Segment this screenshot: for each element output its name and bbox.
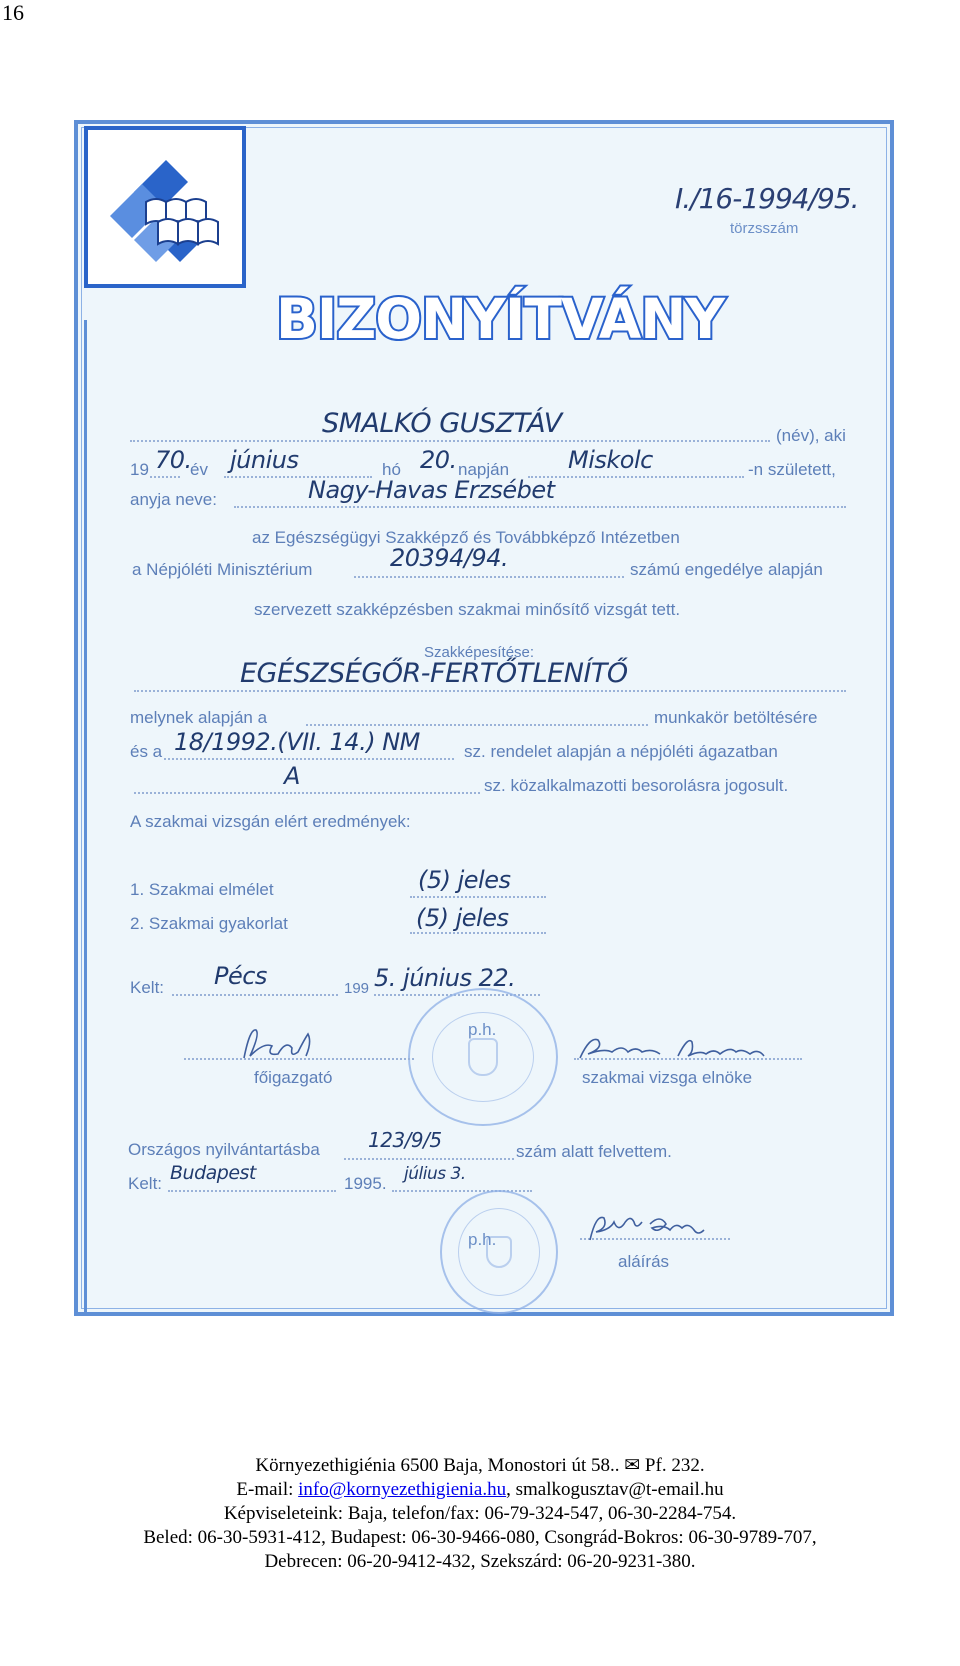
decree-suffix: sz. rendelet alapján a népjóléti ágazatban xyxy=(464,742,778,761)
mother-dots xyxy=(234,506,846,508)
issued-place-dots xyxy=(172,994,338,996)
birth-place: Miskolc xyxy=(568,446,653,474)
issued-year-prefix: 199 xyxy=(344,980,370,997)
job-prefix: melynek alapján a xyxy=(130,708,268,727)
registry-issued-label: Kelt: xyxy=(128,1174,163,1193)
decree-dots xyxy=(164,758,454,760)
registry-suffix: szám alatt felvettem. xyxy=(516,1142,672,1161)
registry-signature xyxy=(586,1210,726,1246)
registry-date: július 3. xyxy=(404,1164,466,1184)
name-dotted-line xyxy=(130,440,770,442)
serial-number: I./16-1994/95. xyxy=(675,182,859,215)
mother-name: Nagy-Havas Erzsébet xyxy=(308,476,555,504)
page-number: 16 xyxy=(2,0,24,25)
left-rule xyxy=(84,320,87,1316)
result-1-grade: (5) jeles xyxy=(418,866,511,894)
ministry-label: a Népjóléti Minisztérium xyxy=(132,560,313,579)
permit-dots xyxy=(354,576,624,578)
registry-dots xyxy=(344,1158,514,1160)
book-cross-icon xyxy=(88,130,242,284)
category-dots xyxy=(134,792,480,794)
result-1-label: 1. Szakmai elmélet xyxy=(130,880,274,899)
registry-seal-label: p.h. xyxy=(468,1230,497,1249)
footer-representations: Képviseleteink: Baja, telefon/fax: 06-79-324-547, 06-30-2284-754. xyxy=(223,1503,737,1524)
email-prefix: E-mail: xyxy=(236,1479,299,1500)
category: A xyxy=(284,762,300,790)
registry-place: Budapest xyxy=(170,1162,256,1184)
birth-year-prefix: 19 xyxy=(130,460,149,479)
result-2-label: 2. Szakmai gyakorlat xyxy=(130,914,288,933)
signature-caption: aláírás xyxy=(618,1252,670,1271)
holder-name: SMALKÓ GUSZTÁV xyxy=(322,408,562,439)
registry-stamp xyxy=(440,1190,558,1314)
category-suffix: sz. közalkalmazotti besorolásra jogosult. xyxy=(484,776,789,795)
permit-number: 20394/94. xyxy=(390,544,509,572)
name-suffix: (név), aki xyxy=(776,426,846,445)
permit-suffix: számú engedélye alapján xyxy=(630,560,823,579)
certificate-heading: BIZONYÍTVÁNY xyxy=(276,287,725,351)
registry-number: 123/9/5 xyxy=(368,1128,442,1152)
footer-phones-2: Debrecen: 06-20-9412-432, Szekszárd: 06-20-9231-380. xyxy=(264,1551,696,1572)
decree-prefix: és a xyxy=(130,742,163,761)
born-suffix: -n született, xyxy=(748,460,836,479)
institute-logo xyxy=(84,126,246,288)
result-1-dots xyxy=(410,896,546,898)
email-link[interactable]: info@kornyezethigienia.hu xyxy=(298,1479,507,1500)
result-2-grade: (5) jeles xyxy=(416,904,509,932)
year-label: év xyxy=(190,460,208,479)
issued-place: Pécs xyxy=(214,962,267,990)
qualification-label: Szakképesítése: xyxy=(424,644,535,661)
seal-label: p.h. xyxy=(468,1020,497,1039)
job-dots xyxy=(306,724,648,726)
footer-phones: Beled: 06-30-5931-412, Budapest: 06-30-9466-080, Csongrád-Bokros: 06-30-9789-707, xyxy=(143,1527,817,1548)
footer-address: Környezethigiénia 6500 Baja, Monostori út 58.. ✉ Pf. 232. xyxy=(255,1455,705,1476)
footer-email xyxy=(0,1479,960,1501)
mother-label: anyja neve: xyxy=(130,490,217,509)
certificate-document xyxy=(74,120,894,1316)
result-2-dots xyxy=(410,932,546,934)
director-title: főigazgató xyxy=(254,1068,333,1087)
birth-month: június xyxy=(230,446,299,474)
serial-caption: törzsszám xyxy=(730,220,799,237)
director-signature xyxy=(234,1022,324,1066)
email-rest: , smalkogusztav@t-email.hu xyxy=(506,1479,724,1500)
official-stamp xyxy=(408,988,558,1126)
birth-year: 70. xyxy=(155,446,192,474)
exam-line: szervezett szakképzésben szakmai minősítő vizsgát tett. xyxy=(254,600,681,619)
month-label: hó xyxy=(382,460,401,479)
day-label: napján xyxy=(458,460,510,479)
birth-day: 20. xyxy=(420,446,457,474)
institute-line: az Egészségügyi Szakképző és Továbbképző Intézetben xyxy=(252,528,680,547)
chair-signature xyxy=(574,1032,804,1066)
job-suffix: munkakör betöltésére xyxy=(654,708,818,727)
results-label: A szakmai vizsgán elért eredmények: xyxy=(130,812,411,831)
registry-year: 1995. xyxy=(344,1174,387,1193)
qualification-dots xyxy=(134,690,846,692)
qualification: EGÉSZSÉGŐR-FERTŐTLENÍTŐ xyxy=(240,658,628,689)
birth-place-dots xyxy=(528,476,744,478)
registry-label: Országos nyilvántartásba xyxy=(128,1140,320,1159)
decree-number: 18/1992.(VII. 14.) NM xyxy=(174,728,420,756)
issued-date: 5. június 22. xyxy=(374,964,516,992)
birth-year-dots xyxy=(150,476,180,478)
chair-title: szakmai vizsga elnöke xyxy=(582,1068,753,1087)
registry-place-dots xyxy=(168,1190,336,1192)
issued-label: Kelt: xyxy=(130,978,165,997)
